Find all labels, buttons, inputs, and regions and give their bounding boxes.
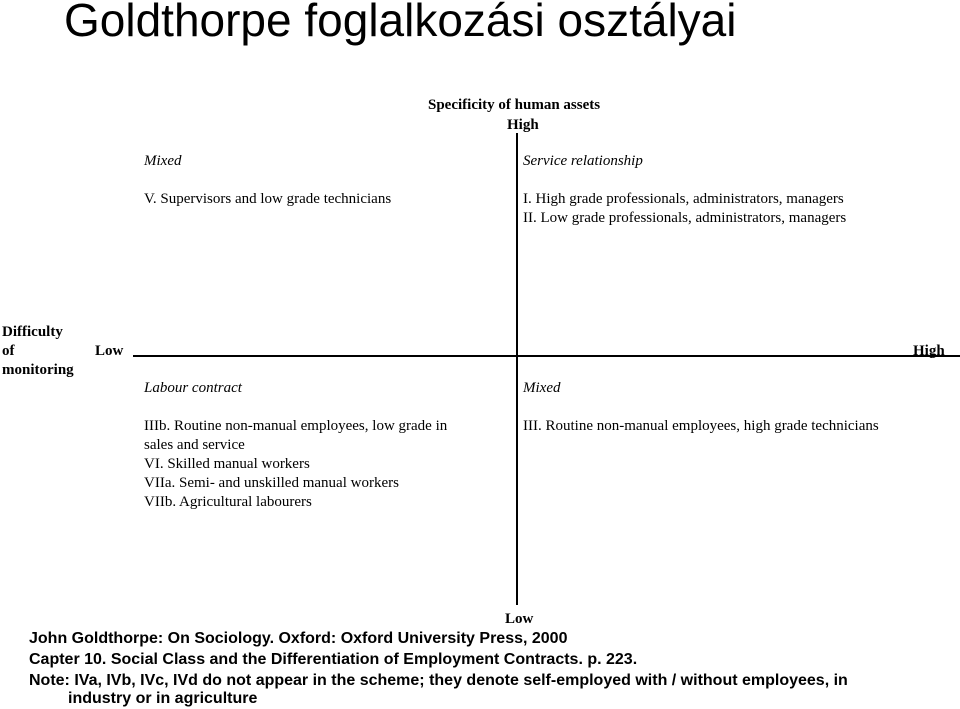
vertical-axis-label: Specificity of human assets [428, 97, 601, 113]
class-item: V. Supervisors and low grade technicians [144, 191, 392, 207]
horizontal-axis-high-label: High [913, 343, 945, 359]
vertical-axis-line [516, 133, 518, 605]
horizontal-axis-line [133, 355, 960, 357]
quadrant-top-right-heading: Service relationship [523, 153, 643, 169]
reference-book: John Goldthorpe: On Sociology. Oxford: Oxford University Press, 2000 [29, 630, 568, 647]
class-item: VIIa. Semi- and unskilled manual workers [144, 475, 399, 491]
horizontal-axis-low-label: Low [95, 343, 124, 359]
vertical-axis-high-label: High [507, 117, 539, 133]
quadrant-top-right-list [523, 190, 846, 228]
quadrant-bottom-left-list [144, 417, 447, 512]
class-item: I. High grade professionals, administrators, managers [523, 191, 844, 207]
class-item: VIIb. Agricultural labourers [144, 494, 312, 510]
class-item: VI. Skilled manual workers [144, 456, 310, 472]
quadrant-top-left-heading: Mixed [144, 153, 182, 169]
quadrant-bottom-right-list [523, 417, 879, 436]
reference-chapter: Capter 10. Social Class and the Differentiation of Employment Contracts. p. 223. [29, 651, 638, 668]
class-item: II. Low grade professionals, administrators, managers [523, 210, 847, 226]
quadrant-bottom-right-heading: Mixed [523, 380, 561, 396]
quadrant-bottom-left-heading: Labour contract [144, 380, 242, 396]
class-item: IIIb. Routine non-manual employees, low grade in [144, 418, 448, 434]
page-title: Goldthorpe foglalkozási osztályai [64, 0, 737, 46]
horizontal-axis-label-line2: of [2, 343, 15, 359]
horizontal-axis-label-line3: monitoring [2, 362, 74, 378]
horizontal-axis-label-line1: Difficulty [2, 324, 63, 340]
vertical-axis-low-label: Low [505, 611, 534, 627]
reference-note: Note: IVa, IVb, IVc, IVd do not appear in the scheme; they denote self-employed with / without employees, in [29, 672, 848, 689]
quadrant-top-left-list [144, 190, 391, 209]
class-item: sales and service [144, 437, 245, 453]
reference-note-continued: industry or in agriculture [68, 690, 258, 707]
class-item: III. Routine non-manual employees, high grade technicians [523, 418, 879, 434]
